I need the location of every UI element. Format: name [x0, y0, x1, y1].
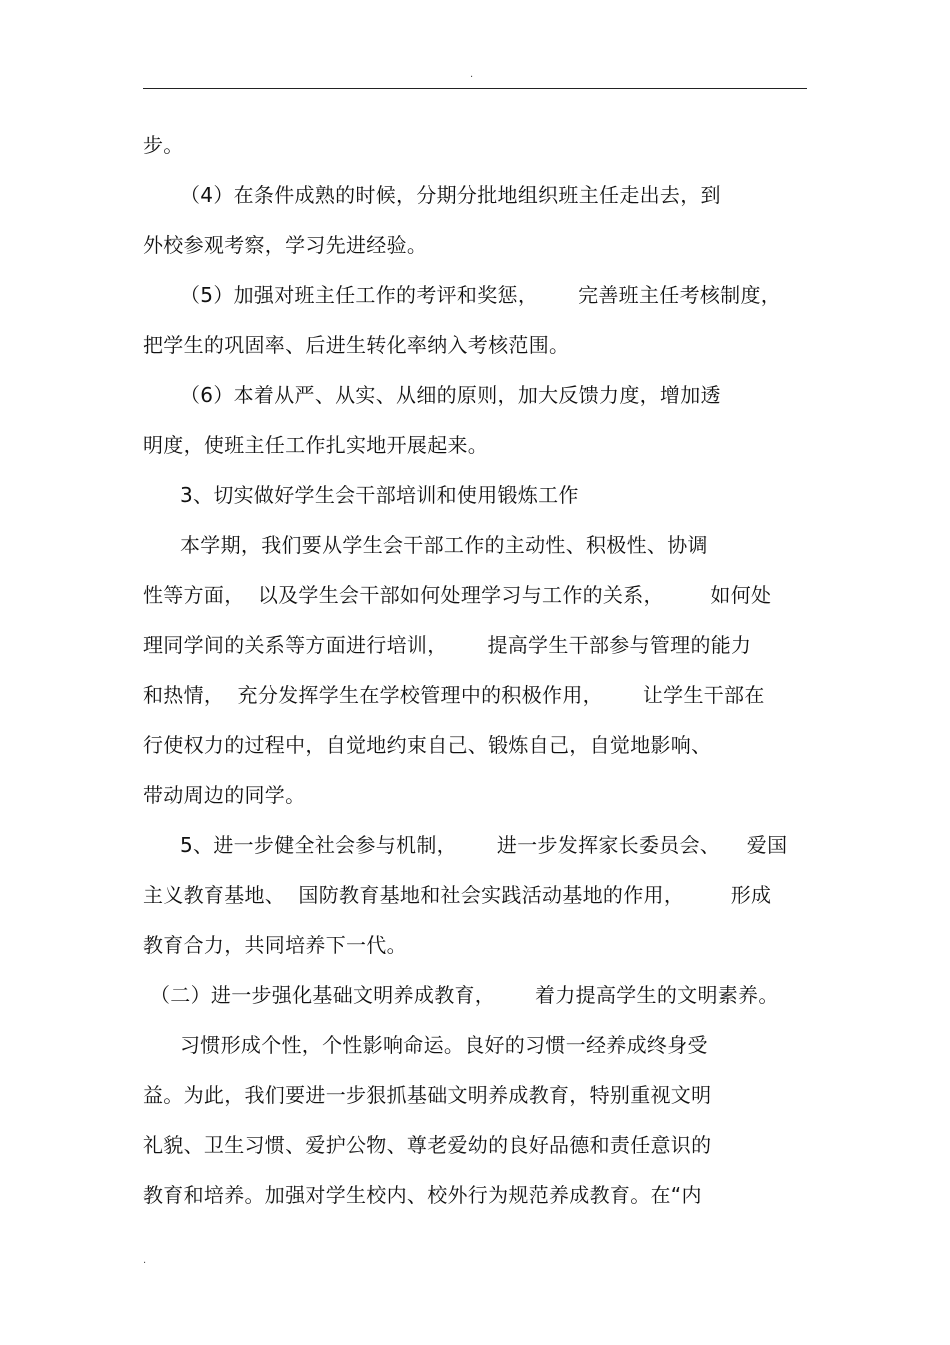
- text-line-22: 教育和培养。加强对学生校内、校外行为规范养成教育。在“内: [143, 1183, 702, 1207]
- text-line-19: 习惯形成个性，个性影响命运。良好的习惯一经养成终身受: [180, 1033, 708, 1057]
- text-line-2: （4）在条件成熟的时候，分期分批地组织班主任走出去，到: [180, 183, 721, 207]
- text-line-11: 理同学间的关系等方面进行培训， 提高学生干部参与管理的能力: [143, 633, 752, 657]
- header-mark: .: [470, 69, 474, 80]
- text-line-3: 外校参观考察，学习先进经验。: [143, 233, 428, 257]
- text-line-13: 行使权力的过程中，自觉地约束自己、锻炼自己，自觉地影响、: [143, 733, 712, 757]
- text-line-16: 主义教育基地、 国防教育基地和社会实践活动基地的作用， 形成: [143, 883, 772, 907]
- text-line-14: 带动周边的同学。: [143, 783, 306, 807]
- text-line-21: 礼貌、卫生习惯、爱护公物、尊老爱幼的良好品德和责任意识的: [143, 1133, 712, 1157]
- text-line-5: 把学生的巩固率、后进生转化率纳入考核范围。: [143, 333, 570, 357]
- text-line-7: 明度，使班主任工作扎实地开展起来。: [143, 433, 489, 457]
- footer-mark: .: [143, 1255, 147, 1266]
- text-line-6: （6）本着从严、从实、从细的原则，加大反馈力度，增加透: [180, 383, 721, 407]
- text-line-20: 益。为此，我们要进一步狠抓基础文明养成教育，特别重视文明: [143, 1083, 712, 1107]
- section-heading-two: （二）进一步强化基础文明养成教育， 着力提高学生的文明素养。: [150, 983, 779, 1007]
- text-line-1: 步。: [143, 133, 184, 157]
- text-line-4: （5）加强对班主任工作的考评和奖惩， 完善班主任考核制度，: [180, 283, 782, 307]
- section-heading-3: 3、切实做好学生会干部培训和使用锻炼工作: [180, 483, 579, 507]
- section-heading-5: 5、进一步健全社会参与机制， 进一步发挥家长委员会、 爱国: [180, 833, 788, 857]
- text-line-9: 本学期，我们要从学生会干部工作的主动性、积极性、协调: [180, 533, 708, 557]
- header-rule: [143, 88, 807, 89]
- text-line-17: 教育合力，共同培养下一代。: [143, 933, 407, 957]
- text-line-10: 性等方面， 以及学生会干部如何处理学习与工作的关系， 如何处: [143, 583, 772, 607]
- text-line-12: 和热情， 充分发挥学生在学校管理中的积极作用， 让学生干部在: [143, 683, 765, 707]
